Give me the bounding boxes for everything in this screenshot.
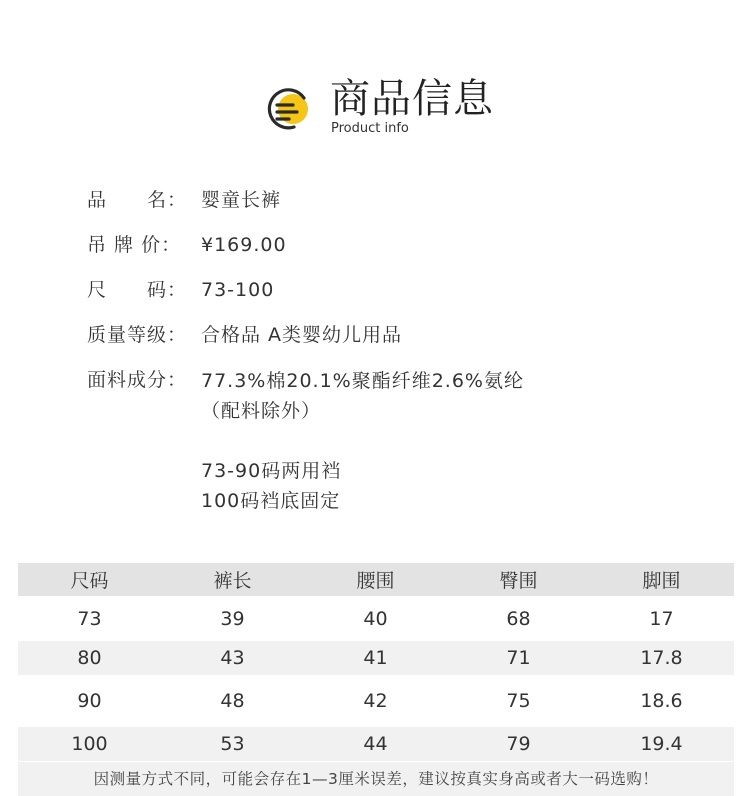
table-cell: 17.8 — [640, 647, 683, 669]
page-subtitle: Product info — [331, 121, 409, 136]
material-composition: 77.3%棉20.1%聚酯纤维2.6%氨纶 — [201, 370, 524, 392]
table-cell: 100 — [71, 733, 108, 755]
table-cell: 48 — [220, 690, 245, 712]
table-cell: 68 — [506, 607, 531, 630]
column-header: 脚围 — [642, 570, 681, 592]
info-value: 婴童长裤 — [201, 189, 282, 211]
info-value: ¥169.00 — [201, 234, 287, 256]
info-value-material — [201, 366, 701, 516]
info-row-size — [87, 276, 707, 321]
table-cell: 39 — [220, 607, 245, 630]
table-row — [18, 675, 734, 727]
info-label: 品 名： — [87, 189, 188, 211]
page-title: 商品信息 — [330, 76, 494, 122]
table-cell: 73 — [77, 607, 102, 630]
info-row-name — [87, 186, 707, 231]
table-cell: 42 — [363, 690, 388, 712]
table-row — [18, 596, 734, 641]
table-cell: 43 — [220, 647, 245, 669]
info-row-material — [87, 366, 707, 516]
table-cell: 40 — [363, 607, 388, 630]
info-row-price — [87, 231, 707, 276]
info-label: 面料成分： — [87, 369, 188, 391]
crotch-note-2: 100码裆底固定 — [201, 490, 341, 512]
table-cell: 75 — [506, 690, 531, 712]
table-cell: 19.4 — [640, 733, 683, 755]
table-cell: 79 — [506, 733, 531, 755]
material-note: （配料除外） — [201, 400, 322, 422]
table-cell: 80 — [77, 647, 102, 669]
table-header-row — [18, 563, 734, 596]
size-table — [18, 563, 734, 761]
table-row — [18, 641, 734, 675]
table-cell: 18.6 — [640, 690, 683, 712]
table-cell: 71 — [506, 647, 531, 669]
product-info-list — [87, 186, 707, 516]
info-value: 合格品 A类婴幼儿用品 — [201, 324, 403, 346]
column-header: 尺码 — [70, 570, 109, 592]
product-info-header — [264, 76, 504, 140]
spacer — [201, 426, 701, 456]
info-label: 质量等级： — [87, 324, 188, 346]
measurement-note: 因测量方式不同，可能会存在1—3厘米误差，建议按真实身高或者大一码选购！ — [18, 762, 734, 796]
column-header: 臀围 — [499, 570, 538, 592]
info-label: 尺 码： — [87, 279, 188, 301]
column-header: 裤长 — [213, 570, 252, 592]
table-cell: 41 — [363, 647, 388, 669]
crotch-note-1: 73-90码两用裆 — [201, 460, 342, 482]
info-label: 吊 牌 价： — [87, 234, 182, 256]
table-cell: 17 — [649, 607, 674, 630]
info-row-quality — [87, 321, 707, 366]
document-list-icon — [264, 86, 312, 134]
table-cell: 53 — [220, 733, 245, 755]
info-value: 73-100 — [201, 279, 275, 301]
table-cell: 90 — [77, 690, 102, 712]
table-cell: 44 — [363, 733, 388, 755]
column-header: 腰围 — [356, 570, 395, 592]
table-row — [18, 727, 734, 761]
